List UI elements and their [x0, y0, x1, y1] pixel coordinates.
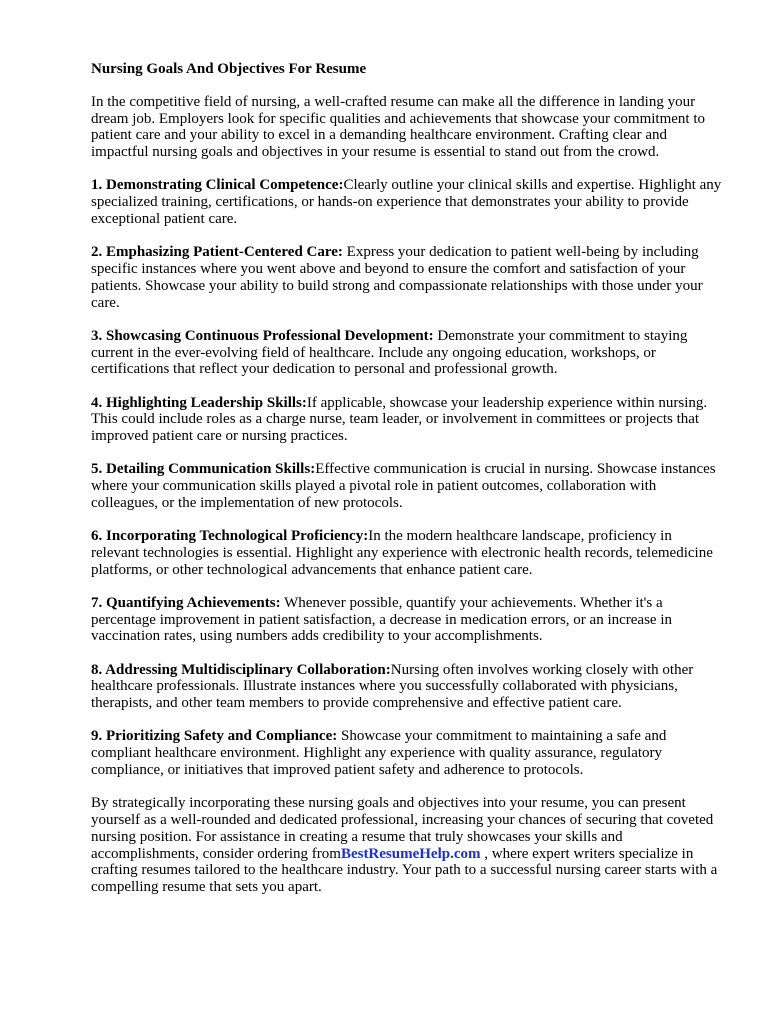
list-item — [91, 728, 723, 778]
list-item — [91, 461, 723, 511]
item-text: In the modern healthcare landscape, proficiency in relevant technologies is essential. Highlight any experience with electronic health records, telemedicine platforms, or other technological advancements that enhance patient care. — [91, 528, 713, 578]
item-text: Demonstrate your commitment to staying current in the ever-evolving field of healthcare. Include any ongoing education, workshops, or certifications that reflect your dedication to personal and professional growth. — [91, 327, 688, 378]
list-item — [91, 328, 723, 378]
document-page — [91, 61, 723, 912]
item-heading: 4. Highlighting Leadership Skills: — [91, 394, 307, 411]
list-item — [91, 595, 723, 645]
list-item — [91, 528, 723, 578]
item-text: Clearly outline your clinical skills and expertise. Highlight any specialized training, certifications, or hands-on experience that demonstrates your ability to provide exceptional patient care. — [91, 177, 722, 227]
bestresumehelp-link[interactable]: BestResumeHelp.com — [340, 845, 481, 862]
item-heading: 3. Showcasing Continuous Professional Development: — [91, 327, 434, 344]
item-text: Nursing often involves working closely with other healthcare professionals. Illustrate instances where you successfully collaborated with physicians, therapists, and other team members to provide comprehensive and effective patient care. — [91, 661, 694, 712]
item-heading: 7. Quantifying Achievements: — [91, 594, 281, 611]
page-title: Nursing Goals And Objectives For Resume — [91, 61, 367, 77]
item-text: Showcase your commitment to maintaining a safe and compliant healthcare environment. Highlight any experience with quality assurance, regulatory compliance, or initiatives that improved patient safety and adherence to protocols. — [91, 728, 667, 779]
item-heading: 5. Detailing Communication Skills: — [91, 461, 316, 478]
item-heading: 8. Addressing Multidisciplinary Collaboration: — [91, 661, 391, 678]
item-text: Whenever possible, quantify your achievements. Whether it's a percentage improvement in patient satisfaction, a decrease in medication errors, or an increase in vaccination rates, using numbers adds credibility to your accomplishments. — [91, 594, 673, 645]
item-heading: 2. Emphasizing Patient-Centered Care: — [91, 244, 343, 261]
list-item — [91, 177, 723, 227]
item-heading: 1. Demonstrating Clinical Competence: — [91, 177, 344, 194]
item-text: Express your dedication to patient well-being by including specific instances where you went above and beyond to ensure the comfort and satisfaction of your patients. Showcase your ability to build strong and compassionate relationships with those under your care. — [91, 244, 703, 311]
closing-text-before: By strategically incorporating these nursing goals and objectives into your resume, you can present yourself as a well-rounded and dedicated professional, increasing your chances of securing that coveted nursing position. For assistance in creating a resume that truly showcases your skills and accomplishments, consider ordering from — [91, 795, 714, 862]
item-heading: 9. Prioritizing Safety and Compliance: — [91, 728, 338, 745]
closing-paragraph — [91, 795, 723, 896]
item-heading: 6. Incorporating Technological Proficiency: — [91, 528, 369, 545]
list-item — [91, 662, 723, 712]
closing-text-after: , where expert writers specialize in crafting resumes tailored to the healthcare industry. Your path to a successful nursing career starts with a compelling resume that sets you apart. — [91, 845, 718, 896]
intro-paragraph: In the competitive field of nursing, a well-crafted resume can make all the difference in landing your dream job. Employers look for specific qualities and achievements that showcase your commitment to patient care and your ability to excel in a demanding healthcare environment. Crafting clear and impactful nursing goals and objectives in your resume is essential to stand out from the crowd. — [91, 93, 705, 161]
list-item — [91, 244, 723, 311]
list-item — [91, 395, 723, 445]
item-text: If applicable, showcase your leadership experience within nursing. This could include roles as a charge nurse, team leader, or involvement in committees or projects that improved patient care or nursing practices. — [91, 394, 708, 445]
item-text: Effective communication is crucial in nursing. Showcase instances where your communication skills played a pivotal role in patient outcomes, collaboration with colleagues, or the implementation of new protocols. — [91, 461, 716, 511]
